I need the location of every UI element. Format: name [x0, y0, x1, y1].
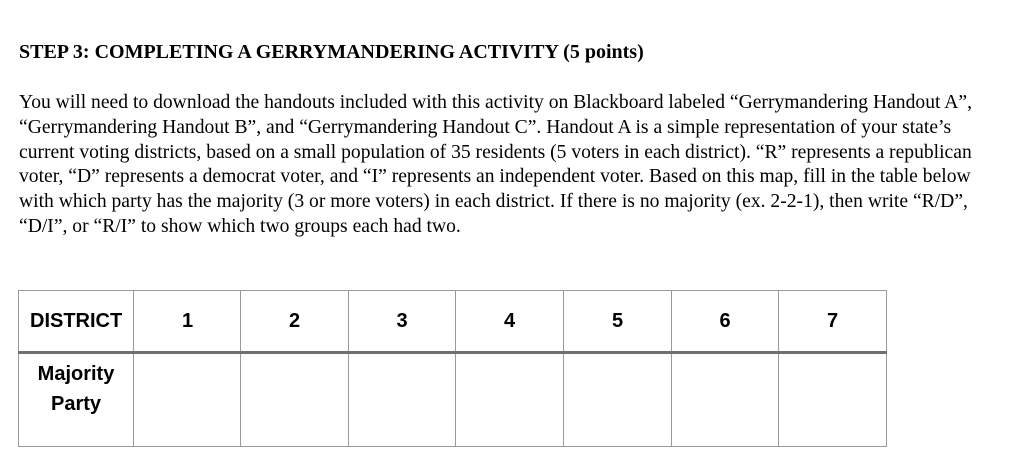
majority-label-line2: Party: [50, 393, 102, 415]
district-header-4: 4: [456, 291, 564, 353]
majority-party-table: [18, 290, 887, 447]
activity-heading: STEP 3: COMPLETING A GERRYMANDERING ACTIVITY (5 points): [19, 41, 644, 63]
majority-cell-5[interactable]: [564, 353, 672, 447]
majority-cell-2[interactable]: [241, 353, 349, 447]
district-header-2: 2: [241, 291, 349, 353]
majority-party-row: [19, 353, 887, 447]
majority-label-line1: Majority: [37, 363, 115, 385]
majority-cell-4[interactable]: [456, 353, 564, 447]
majority-cell-3[interactable]: [349, 353, 456, 447]
district-header-row: [19, 291, 887, 353]
district-header-3: 3: [349, 291, 456, 353]
majority-cell-6[interactable]: [672, 353, 779, 447]
majority-cell-7[interactable]: [779, 353, 887, 447]
majority-party-label: [19, 353, 134, 447]
district-header-1: 1: [134, 291, 241, 353]
district-header-6: 6: [672, 291, 779, 353]
majority-cell-1[interactable]: [134, 353, 241, 447]
district-header-5: 5: [564, 291, 672, 353]
district-header-7: 7: [779, 291, 887, 353]
district-label: DISTRICT: [19, 291, 134, 353]
instructions-paragraph: You will need to download the handouts included with this activity on Blackboard labeled “Gerrymandering Handout A”, “Gerrymandering Handout B”, and “Gerrymandering Handout C”. Handout A is a simple representation of your state’s current voting districts, based on a small population of 35 residents (5 voters in each district). “R” represents a republican voter, “D” represents a democrat voter, and “I” represents an independent voter. Based on this map, fill in the table below with which party has the majority (3 or more voters) in each district. If there is no majority (ex. 2-2-1), then write “R/D”, “D/I”, or “R/I” to show which two groups each had two.: [19, 92, 973, 237]
